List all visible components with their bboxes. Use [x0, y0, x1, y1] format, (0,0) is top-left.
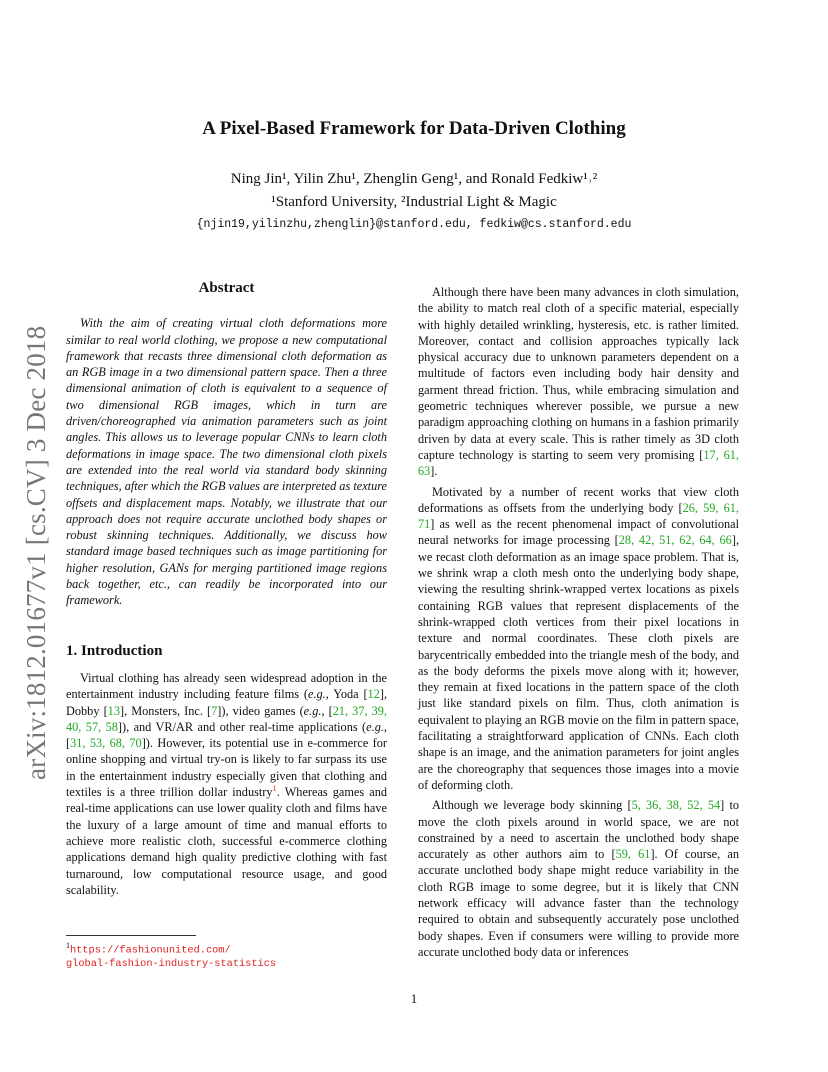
abstract-text: With the aim of creating virtual cloth deformations more similar to real world clothing, we propose a new computational framework that recasts three dimensional cloth deformation as an RGB image in a two dimensional pattern space. Then a three dimensional animation of cloth is equivalent to a sequence of two dimensional RGB images, which in turn are driven/choreographed via animation parameters such as joint angles. This allows us to leverage popular CNNs to learn cloth deformations in image space. The two dimensional cloth pixels are extended into the real world via standard body skinning techniques, after which the RGB values are interpreted as texture offsets and displacement maps. Notably, we illustrate that our approach does not require accurate unclothed body shapes or robust skinning techniques. Additionally, we discuss how standard image based techniques such as image partitioning for higher resolution, GANs for merging partitioned image regions back together, etc., can readily be incorporated into our framework.	[66, 316, 388, 608]
right-column	[418, 284, 739, 960]
page-number: 1	[410, 991, 418, 1006]
intro-paragraph: Virtual clothing has already seen widespread adoption in the entertainment industry including feature films (e.g., Yoda [12], Dobby [13], Monsters, Inc. [7]), video games (e.g., [21, 37, 39, 40, 57, 58]), and VR/AR and other real-time applications (e.g., [31, 53, 68, 70]). However, its potential use in e-commerce for online shopping and virtual try-on is likely to far surpass its use in the entertainment industry especially given that clothing and textiles is a three trillion dollar industry$^1$. Whereas games and real-time applications can use lower quality cloth and films have the luxury of a large amount of time and manual efforts to achieve more realistic cloth, successful e-commerce clothing applications demand high quality predictive clothing with fast turnaround, low computational resource usage, and good scalability.	[66, 670, 388, 897]
section-heading-introduction: 1. Introduction	[66, 642, 163, 659]
body-paragraph: Although we leverage body skinning [5, 36, 38, 52, 54] to move the cloth pixels around in world space, we are not constrained by a need to ascertain the unclothed body shape accurately as other authors aim to [59, 61]. Of course, an accurate unclothed body shape might reduce variability in the cloth RGB image to some degree, but it is likely that CNN network efficacy will advance faster than the technology required to obtain and subsequently accurately pose unclothed body shapes. Even if consumers were willing to provide more accurate unclothed body data or inferences	[418, 798, 740, 959]
footnote-url-cont[interactable]: global-fashion-industry-statistics	[66, 958, 277, 971]
footnote-url[interactable]: https://fashionunited.com/	[70, 944, 231, 957]
citation-link[interactable]: 7	[211, 703, 218, 718]
citation-link[interactable]: 26, 59, 61, 71	[418, 500, 739, 532]
paper-title: A Pixel-Based Framework for Data-Driven Clothing	[202, 118, 626, 139]
author-list: Ning Jin¹, Yilin Zhu¹, Zhenglin Geng¹, and Ronald Fedkiw¹˒²	[230, 171, 598, 187]
left-column	[66, 280, 387, 898]
footnote-rule	[66, 935, 196, 936]
affiliations: ¹Stanford University, ²Industrial Light & Magic	[271, 194, 557, 210]
citation-link[interactable]: 12	[367, 687, 380, 702]
arxiv-identifier: arXiv:1812.01677v1 [cs.CV] 3 Dec 2018	[21, 325, 51, 780]
footnote-marker[interactable]: 1	[272, 782, 277, 793]
footnote	[66, 939, 396, 971]
abstract-heading: Abstract	[198, 280, 255, 296]
citation-link[interactable]: 5, 36, 38, 52, 54	[631, 798, 721, 813]
citation-link[interactable]: 28, 42, 51, 62, 64, 66	[618, 533, 732, 548]
citation-link[interactable]: 13	[107, 703, 120, 718]
body-paragraph: Although there have been many advances in cloth simulation, the ability to match real cloth of a specific material, especially with highly detailed wrinkling, hysteresis, etc. is rather limited. Moreover, contact and collision approaches typically lack physical accuracy due to unknown parameters dependent on a multitude of factors even including body hair density and garment thread friction. Thus, while embracing simulation and geometric techniques wherever possible, we pursue a new paradigm approaching clothing on humans in a fashion primarily driven by data at every scale. This is rather timely as 3D cloth capture technology is starting to seem very promising [17, 61, 63].	[418, 285, 739, 479]
citation-link[interactable]: 17, 61, 63	[418, 447, 739, 479]
citation-link[interactable]: 59, 61	[615, 847, 651, 862]
citation-link[interactable]: 31, 53, 68, 70	[70, 736, 142, 751]
author-emails: {njin19,yilinzhu,zhenglin}@stanford.edu, fedkiw@cs.stanford.edu	[196, 218, 632, 231]
footnote-number: 1	[66, 941, 70, 950]
citation-link[interactable]: 21, 37, 39, 40, 57, 58	[66, 703, 387, 734]
body-paragraph: Motivated by a number of recent works that view cloth deformations as offsets from the underlying body [26, 59, 61, 71] as well as the recent phenomenal impact of convolutional neural networks for image processing [28, 42, 51, 62, 64, 66], we recast cloth deformation as an image space problem. That is, we shrink wrap a cloth mesh onto the underlying body shape, viewing the resulting shrink-wrapped vertex locations as pixels containing RGB values that represent displacements of the shrink-wrapped cloth vertices from their pixel locations in texture and normal coordinates. These cloth pixels are barycentrically embedded into the triangle mesh of the body, and as the body deforms the pixels move along with it; however, they remain at fixed locations in the pattern space of the cloth just like standard pixels on film. Thus, cloth animation is equivalent to playing an RGB movie on the film in pattern space, facilitating a straightforward application of CNNs. Each cloth shape is an image, and the animation parameters for joint angles are the choreography that sequences those images into a movie of deforming cloth.	[418, 484, 740, 792]
arxiv-sidebar-stamp	[19, 290, 55, 780]
